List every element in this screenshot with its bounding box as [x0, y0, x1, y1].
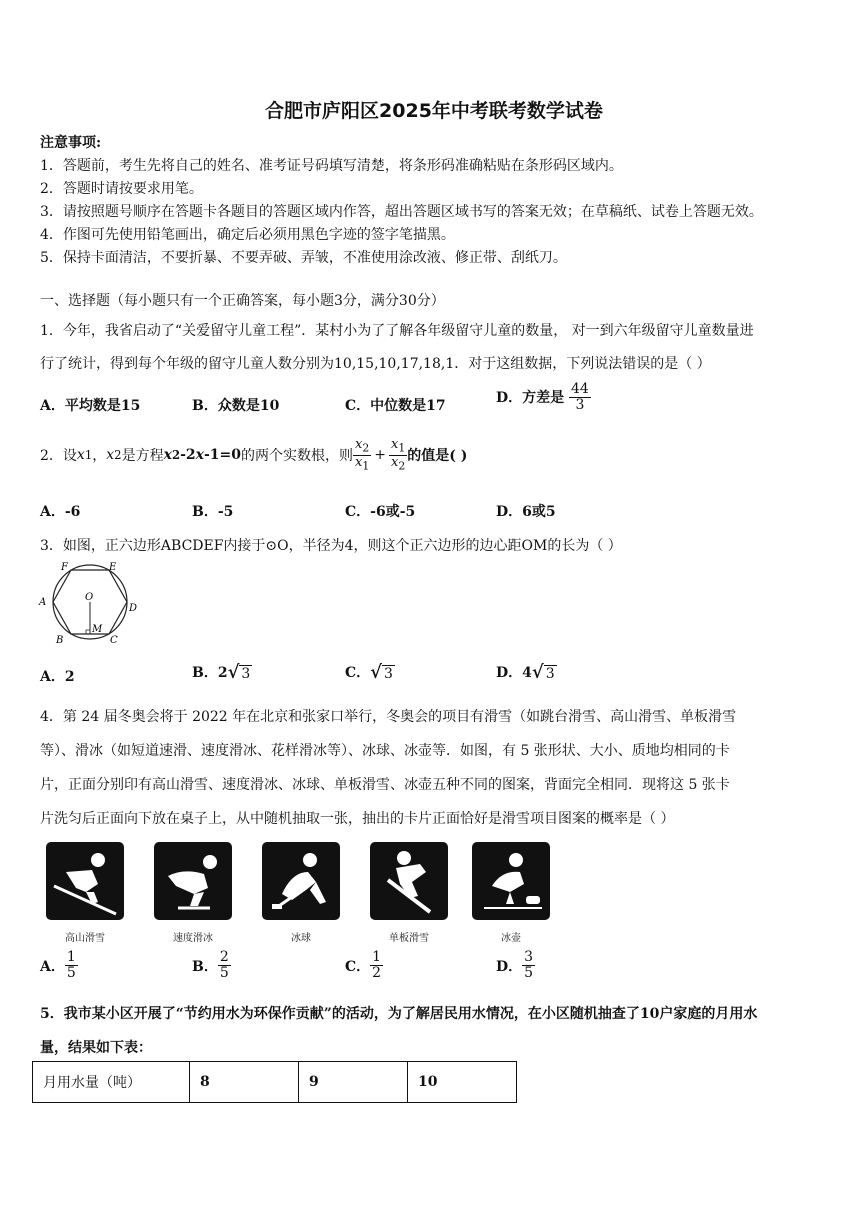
page-title: 合肥市庐阳区2025年中考联考数学试卷 [265, 100, 603, 122]
q3-option-c [345, 662, 395, 682]
card-label: 单板滑雪 [389, 933, 429, 944]
fraction-denominator: 5 [219, 965, 229, 982]
q3-option-d [496, 662, 557, 682]
q2-eq-var: x [195, 447, 204, 463]
q1-option-d-prefix: D．方差是 [496, 389, 565, 406]
q4-line2: 等）、滑冰（如短道速滑、速度滑冰、花样滑冰等）、冰球、冰壶等．如图，有 5 张形状、大小、质地均相同的卡 [40, 743, 730, 759]
card-label: 冰壶 [501, 933, 521, 944]
note-item: 4．作图可先使用铅笔画出，确定后必须用黑色字迹的签字笔描黑。 [40, 227, 455, 243]
q5-line1: 5．我市某小区开展了“节约用水为环保作贡献”的活动，为了解居民用水情况，在小区随机抽查了10户家庭的月用水 [40, 1006, 758, 1022]
q2-stem [40, 438, 467, 472]
q4-option-d [496, 950, 535, 982]
q2-text: 的两个实数根，则 [241, 448, 354, 464]
option-fraction [370, 950, 383, 982]
q2-text: 的值是( ) [407, 448, 468, 464]
sqrt: √ 3 [370, 662, 393, 683]
q2-fraction-1 [353, 438, 371, 472]
card-label: 高山滑雪 [65, 933, 105, 944]
q2-option-a: A．-6 [40, 504, 81, 520]
label-d: D [129, 603, 138, 614]
note-item: 3．请按照题号顺序在答题卡各题目的答题区域内作答，超出答题区域书写的答案无效；在草稿纸、试卷上答题无效。 [40, 204, 763, 220]
q2-var: x [76, 447, 85, 463]
q2-text: ， [92, 448, 107, 464]
q1-option-a: A．平均数是15 [40, 398, 141, 414]
option-fraction [218, 950, 231, 982]
option-prefix: C． [345, 665, 371, 681]
q2-sub: 2 [114, 448, 122, 462]
q4-option-c [345, 950, 383, 982]
note-item: 5．保持卡面清洁，不要折暴、不要弄破、弄皱，不准使用涂改液、修正带、刮纸刀。 [40, 250, 567, 266]
q1-option-c: C．中位数是17 [345, 398, 446, 414]
option-prefix: B．2 [192, 665, 228, 681]
table-cell: 10 [408, 1062, 517, 1103]
label-b: B [56, 635, 64, 646]
sqrt: √ 3 [531, 662, 555, 683]
fraction-denominator: 5 [524, 965, 534, 982]
label-m: M [92, 624, 103, 635]
card-label: 速度滑冰 [173, 933, 213, 944]
q2-var: x [106, 447, 115, 463]
q1-option-b: B．众数是10 [192, 398, 280, 414]
q2-sub: 2 [398, 459, 406, 473]
q2-eq: -1=0 [203, 447, 242, 463]
label-f: F [61, 562, 68, 573]
notes-heading: 注意事项: [40, 135, 102, 151]
note-item: 2．答题时请按要求用笔。 [40, 181, 203, 197]
q4-line4: 片洗匀后正面向下放在桌子上，从中随机抽取一张，抽出的卡片正面恰好是滑雪项目图案的概率是（ ） [40, 811, 675, 827]
speed-skating-icon [154, 842, 232, 920]
q1-option-d [496, 382, 591, 414]
q2-sub: 1 [398, 441, 406, 455]
label-o: O [85, 592, 94, 603]
fraction-numerator: 44 [571, 381, 589, 397]
sqrt: √ 3 [227, 662, 251, 683]
option-prefix: D．4 [496, 665, 532, 681]
option-prefix: B． [192, 958, 218, 975]
radicand: 3 [384, 665, 393, 682]
table-cell: 9 [299, 1062, 408, 1103]
fraction-denominator: x [390, 454, 399, 470]
option-fraction [65, 950, 78, 982]
fraction-numerator: 1 [372, 949, 382, 965]
q2-option-b: B．-5 [192, 504, 234, 520]
q2-plus: + [374, 447, 386, 463]
radicand: 3 [545, 665, 555, 682]
q4-option-a [40, 950, 78, 982]
fraction-denominator: 3 [575, 397, 585, 414]
label-c: C [110, 635, 118, 646]
alpine-skiing-icon [46, 842, 124, 920]
q3-option-b [192, 662, 252, 682]
option-prefix: D． [496, 958, 523, 975]
q1-line1: 1．今年，我省启动了“关爱留守儿童工程”．某村小为了了解各年级留守儿童的数量， 对一到六年级留守儿童数量进 [40, 323, 754, 339]
snowboarding-icon [370, 842, 448, 920]
water-usage-table [32, 1061, 517, 1103]
fraction-numerator: 3 [524, 949, 534, 965]
hexagon-diagram [36, 562, 140, 646]
fraction-denominator: 5 [66, 965, 76, 982]
q5-line2: 量，结果如下表： [40, 1040, 152, 1056]
option-fraction [522, 950, 535, 982]
fraction-numerator: 2 [219, 949, 229, 965]
q2-sub: 2 [362, 441, 370, 455]
q2-sub: 1 [84, 448, 93, 462]
q3-option-a: A．2 [40, 669, 75, 685]
q2-text: 2．设 [40, 448, 77, 464]
fraction-numerator: x [390, 437, 399, 452]
radicand: 3 [241, 665, 251, 682]
fraction-numerator: x [355, 437, 363, 452]
q2-text: 是方程 [121, 448, 164, 464]
option-prefix: C． [345, 958, 371, 975]
section-heading: 一、选择题（每小题只有一个正确答案，每小题3分，满分30分） [40, 293, 445, 309]
table-cell: 8 [190, 1062, 299, 1103]
option-prefix: A． [40, 958, 65, 975]
ice-hockey-icon [262, 842, 340, 920]
curling-icon [472, 842, 550, 920]
q2-eq-var: x [163, 447, 172, 463]
q2-option-d: D．6或5 [496, 504, 556, 520]
q2-eq: -2 [180, 447, 196, 463]
fraction-numerator: 1 [66, 949, 76, 965]
q4-line1: 4．第 24 届冬奥会将于 2022 年在北京和张家口举行，冬奥会的项目有滑雪（如跳台滑雪、高山滑雪、单板滑雪 [40, 709, 737, 725]
note-item: 1．答题前，考生先将自己的姓名、准考证号码填写清楚，将条形码准确粘贴在条形码区域内。 [40, 158, 623, 174]
table-row [33, 1062, 517, 1103]
q3-stem: 3．如图，正六边形ABCDEF内接于⊙O，半径为4，则这个正六边形的边心距OM的长为（ ） [40, 538, 622, 554]
q1-option-d-fraction [569, 382, 591, 414]
table-cell: 月用水量（吨） [33, 1062, 190, 1103]
q2-sub: 1 [362, 459, 370, 473]
label-e: E [109, 562, 117, 573]
card-label: 冰球 [291, 933, 311, 944]
q1-line2: 行了统计，得到每个年级的留守儿童人数分别为10,15,10,17,18,1．对于这组数据，下列说法错误的是（ ） [40, 356, 711, 372]
fraction-denominator: 2 [372, 965, 382, 982]
q2-fraction-2 [389, 438, 407, 472]
label-a: A [39, 597, 47, 608]
q4-line3: 片，正面分别印有高山滑雪、速度滑冰、冰球、单板滑雪、冰壶五种不同的图案，背面完全相同．现将这 5 张卡 [40, 777, 730, 793]
q2-eq-sup: 2 [171, 448, 181, 462]
q4-option-b [192, 950, 231, 982]
fraction-denominator: x [355, 454, 363, 470]
q2-option-c: C．-6或-5 [345, 504, 416, 520]
